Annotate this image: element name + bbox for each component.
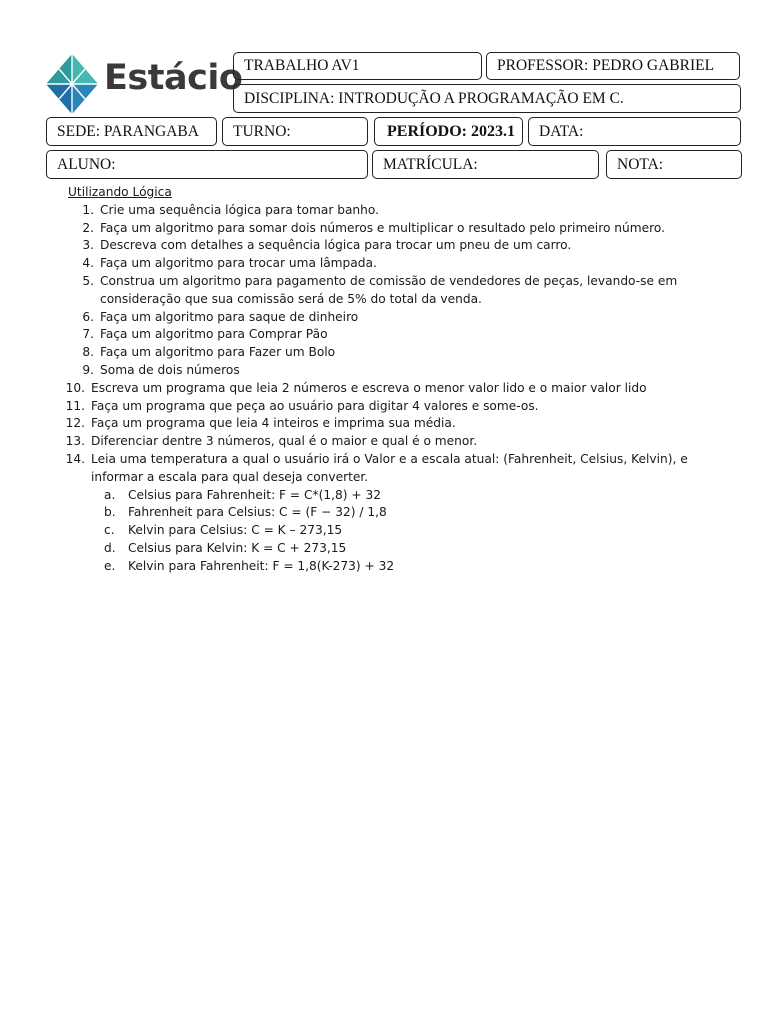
section-heading: Utilizando Lógica bbox=[68, 185, 172, 199]
list-item: 3. Descreva com detalhes a sequência lógica para trocar um pneu de um carro. bbox=[82, 238, 572, 253]
sub-list-item: b. Fahrenheit para Celsius: C = (F − 32) / 1,8 bbox=[104, 505, 387, 520]
list-item: 13. Diferenciar dentre 3 números, qual é o maior e qual é o menor. bbox=[65, 434, 478, 449]
trabalho-field: TRABALHO AV1 bbox=[233, 52, 482, 80]
sub-list-item: a. Celsius para Fahrenheit: F = C*(1,8) + 32 bbox=[104, 487, 381, 502]
aluno-field: ALUNO: bbox=[46, 150, 368, 179]
estacio-logo-icon bbox=[44, 52, 100, 116]
sub-list-item: e. Kelvin para Fahrenheit: F = 1,8(K-273) + 32 bbox=[104, 558, 395, 573]
list-item: 12. Faça um programa que leia 4 inteiros e imprima sua média. bbox=[65, 416, 456, 431]
exercise-list bbox=[65, 202, 708, 487]
sub-list-item: c. Kelvin para Celsius: C = K – 273,15 bbox=[104, 523, 343, 538]
list-item: 2. Faça um algoritmo para somar dois números e multiplicar o resultado pelo primeiro número. bbox=[82, 220, 665, 235]
sede-field: SEDE: PARANGABA bbox=[46, 117, 217, 146]
estacio-logo bbox=[44, 52, 243, 116]
conversion-sublist bbox=[68, 487, 708, 576]
list-item: 8. Faça um algoritmo para Fazer um Bolo bbox=[82, 345, 336, 360]
disciplina-field: DISCIPLINA: INTRODUÇÃO A PROGRAMAÇÃO EM C. bbox=[233, 84, 741, 113]
list-item: 9. Soma de dois números bbox=[82, 362, 240, 377]
periodo-field: PERÍODO: 2023.1 bbox=[374, 117, 523, 146]
list-item: 1. Crie uma sequência lógica para tomar banho. bbox=[82, 202, 379, 217]
list-item: 5. Construa um algoritmo para pagamento de comissão de vendedores de peças, levando-se em consideração que sua comissão será de 5% do total da venda. bbox=[82, 273, 678, 306]
exercise-list-section bbox=[65, 184, 708, 576]
logo-wordmark: Estácio bbox=[104, 58, 243, 98]
list-item: 4. Faça um algoritmo para trocar uma lâmpada. bbox=[82, 256, 377, 271]
professor-field: PROFESSOR: PEDRO GABRIEL bbox=[486, 52, 740, 80]
nota-field: NOTA: bbox=[606, 150, 742, 179]
turno-field: TURNO: bbox=[222, 117, 368, 146]
list-item: 11. Faça um programa que peça ao usuário para digitar 4 valores e some-os. bbox=[65, 398, 539, 413]
list-item: 6. Faça um algoritmo para saque de dinheiro bbox=[82, 309, 359, 324]
matricula-field: MATRÍCULA: bbox=[372, 150, 599, 179]
list-item: 7. Faça um algoritmo para Comprar Pão bbox=[82, 327, 328, 342]
list-item: 14. Leia uma temperatura a qual o usuário irá o Valor e a escala atual: (Fahrenheit, Celsius, Kelvin), e informar a escala para qual deseja converter. bbox=[65, 451, 688, 484]
list-item: 10. Escreva um programa que leia 2 números e escreva o menor valor lido e o maior valor lido bbox=[65, 380, 647, 395]
sub-list-item: d. Celsius para Kelvin: K = C + 273,15 bbox=[104, 540, 347, 555]
data-field: DATA: bbox=[528, 117, 741, 146]
